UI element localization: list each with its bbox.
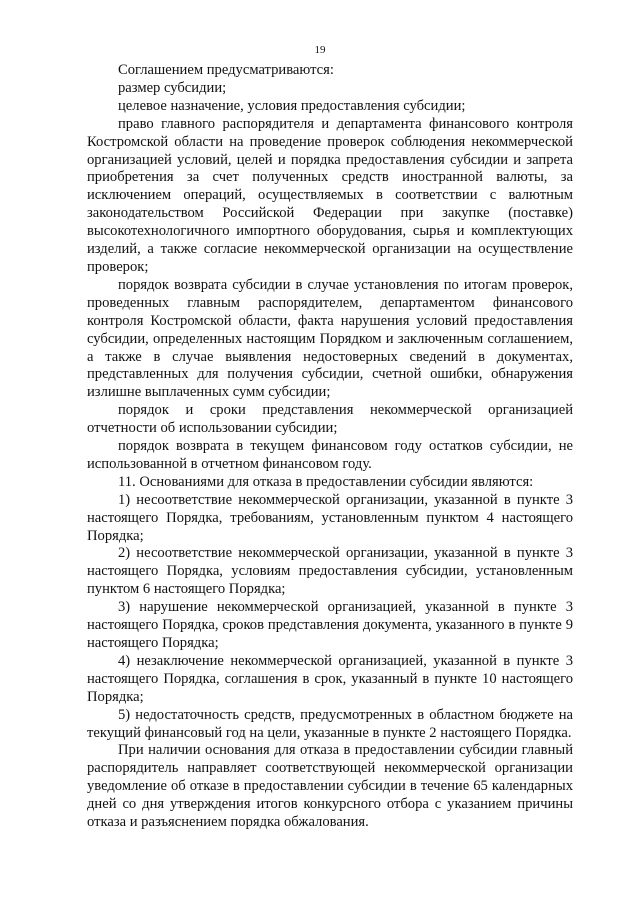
paragraph: 4) незаключение некоммерческой организацией, указанной в пункте 3 настоящего Порядка, соглашения в срок, указанный в пункте 10 настоящего Порядка; [87, 652, 573, 705]
paragraph: порядок и сроки представления некоммерческой организацией отчетности об использовании субсидии; [87, 402, 573, 437]
document-body [87, 62, 573, 832]
page-number: 19 [314, 44, 326, 56]
paragraph: размер субсидии; [118, 79, 227, 96]
paragraph: 2) несоответствие некоммерческой организации, указанной в пункте 3 настоящего Порядка, условиям предоставления субсидии, установленным пунктом 6 настоящего Порядка; [87, 545, 573, 598]
paragraph: порядок возврата в текущем финансовом году остатков субсидии, не использованной в отчетном финансовом году. [87, 438, 573, 472]
paragraph: целевое назначение, условия предоставления субсидии; [118, 97, 466, 114]
paragraph: 1) несоответствие некоммерческой организации, указанной в пункте 3 настоящего Порядка, требованиям, установленным пунктом 4 настоящего Порядка; [87, 491, 573, 544]
paragraph: 5) недостаточность средств, предусмотренных в областном бюджете на текущий финансовый год на цели, указанные в пункте 2 настоящего Порядка. [87, 706, 573, 741]
paragraph: 3) нарушение некоммерческой организацией, указанной в пункте 3 настоящего Порядка, сроков представления документа, указанного в пункте 9 настоящего Порядка; [87, 599, 573, 651]
paragraph: При наличии основания для отказа в предоставлении субсидии главный распорядитель направляет соответствующей некоммерческой организации уведомление об отказе в предоставлении субсидии в течение 65 календарных дней со дня утверждения итогов конкурсного отбора с указанием причины отказа и разъяснением порядка обжалования. [87, 742, 573, 831]
paragraph: 11. Основаниями для отказа в предоставлении субсидии являются: [118, 473, 534, 490]
paragraph: право главного распорядителя и департамента финансового контроля Костромской области на проведение проверок соблюдения некоммерческой организацией условий, целей и порядка предоставления субсидии и запрета приобретения за счет полученных средств иностранной валюты, за исключением операций, осуществляемых в соответствии с валютным законодательством Российской Федерации при закупке (поставке) высокотехнологичного импортного оборудования, сырья и комплектующих изделий, а также согласие некоммерческой организации на осуществление проверок; [87, 115, 573, 275]
paragraph: порядок возврата субсидии в случае установления по итогам проверок, проведенных главным распорядителем, департаментом финансового контроля Костромской области, факта нарушения условий предоставления субсидии, определенных настоящим Порядком и заключенным соглашением, а также в случае выявления недостоверных сведений в документах, представленных для получения субсидии, счетной ошибки, обнаружения излишне выплаченных сумм субсидии; [87, 276, 573, 401]
paragraph: Соглашением предусматриваются: [118, 62, 334, 78]
